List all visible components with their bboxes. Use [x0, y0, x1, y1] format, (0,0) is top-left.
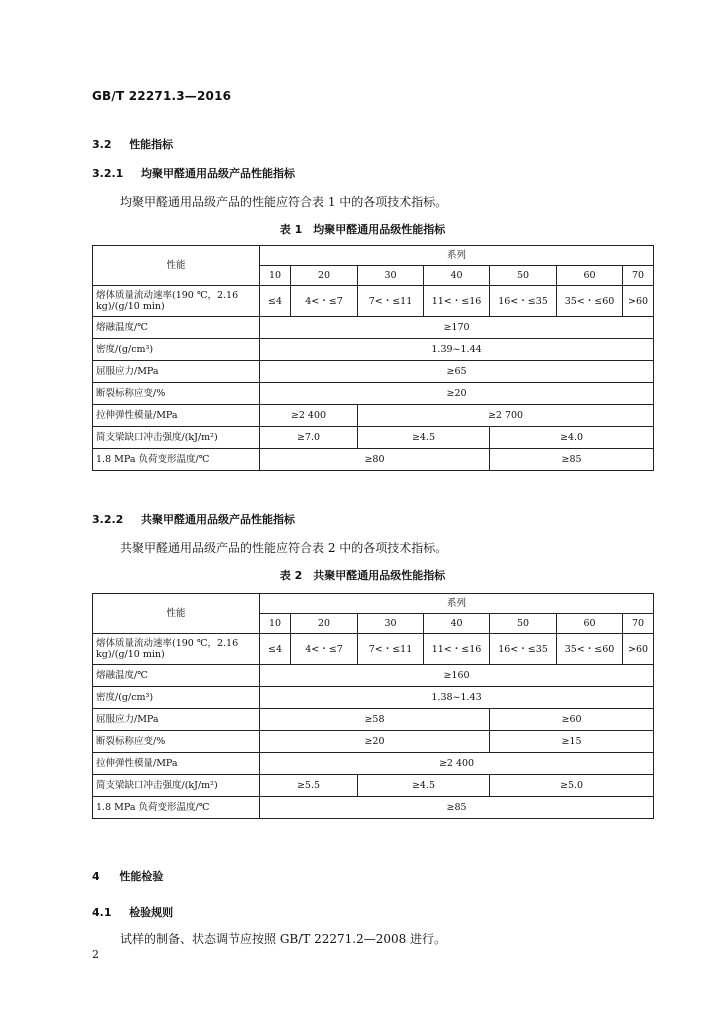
- section-3-2-heading: [92, 136, 173, 152]
- table-row: [93, 427, 654, 449]
- page-number: 2: [92, 948, 99, 961]
- table-row: [93, 383, 654, 405]
- series-header: 系列: [260, 594, 654, 614]
- series-label: 70: [623, 614, 654, 634]
- property-name: 1.8 MPa 负荷变形温度/℃: [93, 797, 260, 819]
- table-row: [93, 634, 654, 665]
- table1: [92, 245, 654, 471]
- property-name: 1.8 MPa 负荷变形温度/℃: [93, 449, 260, 471]
- table-row: [93, 797, 654, 819]
- property-name: 拉伸弹性模量/MPa: [93, 405, 260, 427]
- section-title: 共聚甲醛通用品级产品性能指标: [141, 513, 296, 526]
- section-3-2-1-heading: [92, 165, 295, 181]
- section-number: 3.2: [92, 138, 112, 151]
- cell: >60: [623, 634, 654, 665]
- cell: 1.38~1.43: [260, 687, 654, 709]
- cell: 11<・≤16: [424, 286, 490, 317]
- cell: ≥20: [260, 731, 490, 753]
- cell: ≥85: [490, 449, 654, 471]
- series-label: 10: [260, 266, 291, 286]
- property-name: 密度/(g/cm³): [93, 339, 260, 361]
- cell: ≥80: [260, 449, 490, 471]
- property-header: 性能: [93, 246, 260, 286]
- property-name: 简支梁缺口冲击强度/(kJ/m²): [93, 775, 260, 797]
- table-row: [93, 753, 654, 775]
- cell: >60: [623, 286, 654, 317]
- cell: ≥58: [260, 709, 490, 731]
- series-header: 系列: [260, 246, 654, 266]
- table-row: [93, 709, 654, 731]
- property-name: 屈服应力/MPa: [93, 361, 260, 383]
- series-label: 30: [358, 614, 424, 634]
- table2-caption: 表 2 共聚甲醛通用品级性能指标: [279, 569, 446, 582]
- cell: ≥160: [260, 665, 654, 687]
- cell: 11<・≤16: [424, 634, 490, 665]
- section-4-heading: [92, 868, 163, 884]
- table-row: [93, 731, 654, 753]
- cell: 1.39~1.44: [260, 339, 654, 361]
- cell: ≥4.5: [358, 775, 490, 797]
- table2: [92, 593, 654, 819]
- cell: ≤4: [260, 634, 291, 665]
- cell: ≥2 400: [260, 753, 654, 775]
- section-title: 均聚甲醛通用品级产品性能指标: [141, 167, 296, 180]
- cell: 16<・≤35: [490, 286, 557, 317]
- cell: ≥170: [260, 317, 654, 339]
- cell: ≥4.0: [490, 427, 654, 449]
- section-3-2-2-heading: [92, 511, 295, 527]
- section-number: 4: [92, 870, 100, 883]
- series-label: 20: [291, 614, 358, 634]
- table-row: [93, 775, 654, 797]
- section-number: 3.2.2: [92, 513, 124, 526]
- property-name: 屈服应力/MPa: [93, 709, 260, 731]
- cell: ≥15: [490, 731, 654, 753]
- section-3-2-1-body: 均聚甲醛通用品级产品的性能应符合表 1 中的各项技术指标。: [120, 195, 448, 209]
- series-label: 30: [358, 266, 424, 286]
- cell: ≥85: [260, 797, 654, 819]
- cell: ≥2 700: [358, 405, 654, 427]
- property-name: 断裂标称应变/%: [93, 731, 260, 753]
- cell: ≥5.0: [490, 775, 654, 797]
- section-4-1-body: 试样的制备、状态调节应按照 GB/T 22271.2—2008 进行。: [120, 932, 447, 946]
- series-label: 50: [490, 614, 557, 634]
- series-label: 60: [557, 266, 623, 286]
- table-row: [93, 449, 654, 471]
- cell: 35<・≤60: [557, 286, 623, 317]
- property-name: 熔融温度/℃: [93, 665, 260, 687]
- section-title: 性能指标: [129, 138, 174, 151]
- table-row: [93, 361, 654, 383]
- property-name: 熔体质量流动速率(190 ℃，2.16 kg)/(g/10 min): [93, 634, 260, 665]
- series-label: 20: [291, 266, 358, 286]
- cell: 7<・≤11: [358, 286, 424, 317]
- property-name: 密度/(g/cm³): [93, 687, 260, 709]
- series-label: 70: [623, 266, 654, 286]
- table-row: [93, 286, 654, 317]
- table-row: [93, 339, 654, 361]
- series-label: 10: [260, 614, 291, 634]
- table-row: [93, 665, 654, 687]
- section-number: 3.2.1: [92, 167, 124, 180]
- series-label: 40: [424, 266, 490, 286]
- table-row: [93, 405, 654, 427]
- cell: 35<・≤60: [557, 634, 623, 665]
- cell: ≥65: [260, 361, 654, 383]
- cell: 7<・≤11: [358, 634, 424, 665]
- cell: ≥7.0: [260, 427, 358, 449]
- cell: ≥4.5: [358, 427, 490, 449]
- section-title: 性能检验: [119, 870, 164, 883]
- section-number: 4.1: [92, 906, 112, 919]
- property-name: 拉伸弹性模量/MPa: [93, 753, 260, 775]
- property-name: 熔体质量流动速率(190 ℃，2.16 kg)/(g/10 min): [93, 286, 260, 317]
- cell: 4<・≤7: [291, 286, 358, 317]
- table-row: [93, 687, 654, 709]
- cell: 16<・≤35: [490, 634, 557, 665]
- property-header: 性能: [93, 594, 260, 634]
- section-title: 检验规则: [129, 906, 174, 919]
- section-3-2-2-body: 共聚甲醛通用品级产品的性能应符合表 2 中的各项技术指标。: [120, 541, 448, 555]
- series-label: 40: [424, 614, 490, 634]
- property-name: 简支梁缺口冲击强度/(kJ/m²): [93, 427, 260, 449]
- standard-number: GB/T 22271.3—2016: [92, 89, 232, 103]
- cell: ≤4: [260, 286, 291, 317]
- section-4-1-heading: [92, 904, 173, 920]
- cell: ≥20: [260, 383, 654, 405]
- property-name: 熔融温度/℃: [93, 317, 260, 339]
- cell: ≥60: [490, 709, 654, 731]
- property-name: 断裂标称应变/%: [93, 383, 260, 405]
- series-label: 50: [490, 266, 557, 286]
- series-label: 60: [557, 614, 623, 634]
- cell: ≥5.5: [260, 775, 358, 797]
- table1-caption: 表 1 均聚甲醛通用品级性能指标: [279, 223, 446, 236]
- cell: 4<・≤7: [291, 634, 358, 665]
- cell: ≥2 400: [260, 405, 358, 427]
- table-row: [93, 317, 654, 339]
